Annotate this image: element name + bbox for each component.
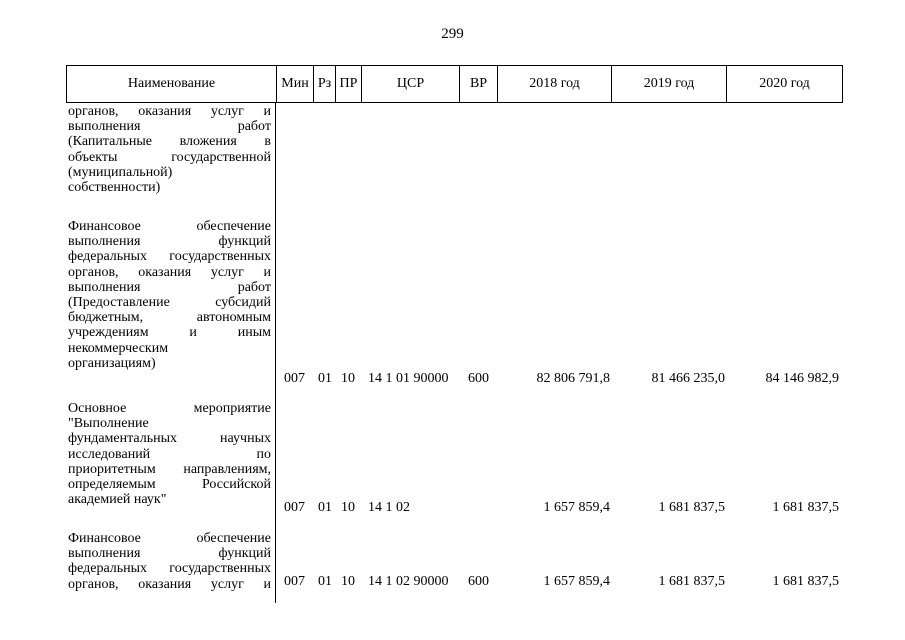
cell-2019: 1 681 837,5 xyxy=(658,574,725,589)
cell-rz: 01 xyxy=(318,500,332,515)
name-line: выполнения функций xyxy=(68,546,271,562)
name-line: органов, оказания услуг и xyxy=(68,104,271,119)
cell-2020: 1 681 837,5 xyxy=(772,500,839,515)
name-line: Финансовое обеспечение xyxy=(68,531,271,546)
page-number: 299 xyxy=(441,26,464,42)
name-line: "Выполнение xyxy=(68,416,149,432)
cell-vr: 600 xyxy=(468,574,489,589)
cell-2018: 82 806 791,8 xyxy=(536,371,610,386)
cell-csr: 14 1 02 xyxy=(368,500,410,515)
name-column-divider xyxy=(275,103,276,603)
header-csr: ЦСР xyxy=(362,66,460,102)
cell-pr: 10 xyxy=(341,574,355,589)
cell-2018: 1 657 859,4 xyxy=(543,500,610,515)
row-name xyxy=(68,401,271,507)
name-line: организациям) xyxy=(68,355,156,371)
name-line: бюджетным, автономным xyxy=(68,310,271,326)
row-name xyxy=(68,104,271,195)
cell-2019: 81 466 235,0 xyxy=(651,371,725,386)
name-line: федеральных государственных xyxy=(68,249,271,265)
name-line: собственности) xyxy=(68,180,161,196)
header-name: Наименование xyxy=(67,66,277,102)
name-line: некоммерческим xyxy=(68,340,169,356)
cell-csr: 14 1 01 90000 xyxy=(368,371,449,386)
header-pr: ПР xyxy=(336,66,362,102)
name-line: фундаментальных научных xyxy=(68,431,271,447)
name-line: академией наук" xyxy=(68,492,167,508)
cell-rz: 01 xyxy=(318,371,332,386)
cell-2020: 84 146 982,9 xyxy=(765,371,839,386)
cell-min: 007 xyxy=(284,500,305,515)
row-name xyxy=(68,219,271,371)
cell-2020: 1 681 837,5 xyxy=(772,574,839,589)
name-line: Финансовое обеспечение xyxy=(68,219,271,234)
name-line: объекты государственной xyxy=(68,149,271,165)
cell-min: 007 xyxy=(284,574,305,589)
header-2018: 2018 год xyxy=(498,66,612,102)
name-line: органов, оказания услуг и xyxy=(68,576,271,592)
name-line: (муниципальной) xyxy=(68,164,173,180)
name-line: органов, оказания услуг и xyxy=(68,264,271,280)
name-line: исследований по xyxy=(68,446,271,462)
name-line: приоритетным направлениям, xyxy=(68,461,271,477)
cell-pr: 10 xyxy=(341,371,355,386)
cell-pr: 10 xyxy=(341,500,355,515)
cell-csr: 14 1 02 90000 xyxy=(368,574,449,589)
table-header xyxy=(66,65,843,103)
name-line: определяемым Российской xyxy=(68,477,271,493)
cell-min: 007 xyxy=(284,371,305,386)
name-line: (Предоставление субсидий xyxy=(68,295,271,311)
name-line: федеральных государственных xyxy=(68,561,271,577)
header-rz: Рз xyxy=(314,66,336,102)
name-line: выполнения работ xyxy=(68,119,271,135)
header-2020: 2020 год xyxy=(759,76,810,91)
name-line: выполнения функций xyxy=(68,234,271,250)
name-line: Основное мероприятие xyxy=(68,401,271,416)
name-line: (Капитальные вложения в xyxy=(68,134,271,150)
name-line: учреждениям и иным xyxy=(68,325,271,341)
cell-2018: 1 657 859,4 xyxy=(543,574,610,589)
row-name xyxy=(68,531,271,592)
name-line: выполнения работ xyxy=(68,279,271,295)
header-2019: 2019 год xyxy=(612,66,727,102)
cell-rz: 01 xyxy=(318,574,332,589)
header-min: Мин xyxy=(277,66,314,102)
cell-vr: 600 xyxy=(468,371,489,386)
cell-2019: 1 681 837,5 xyxy=(658,500,725,515)
header-vr: ВР xyxy=(460,66,498,102)
